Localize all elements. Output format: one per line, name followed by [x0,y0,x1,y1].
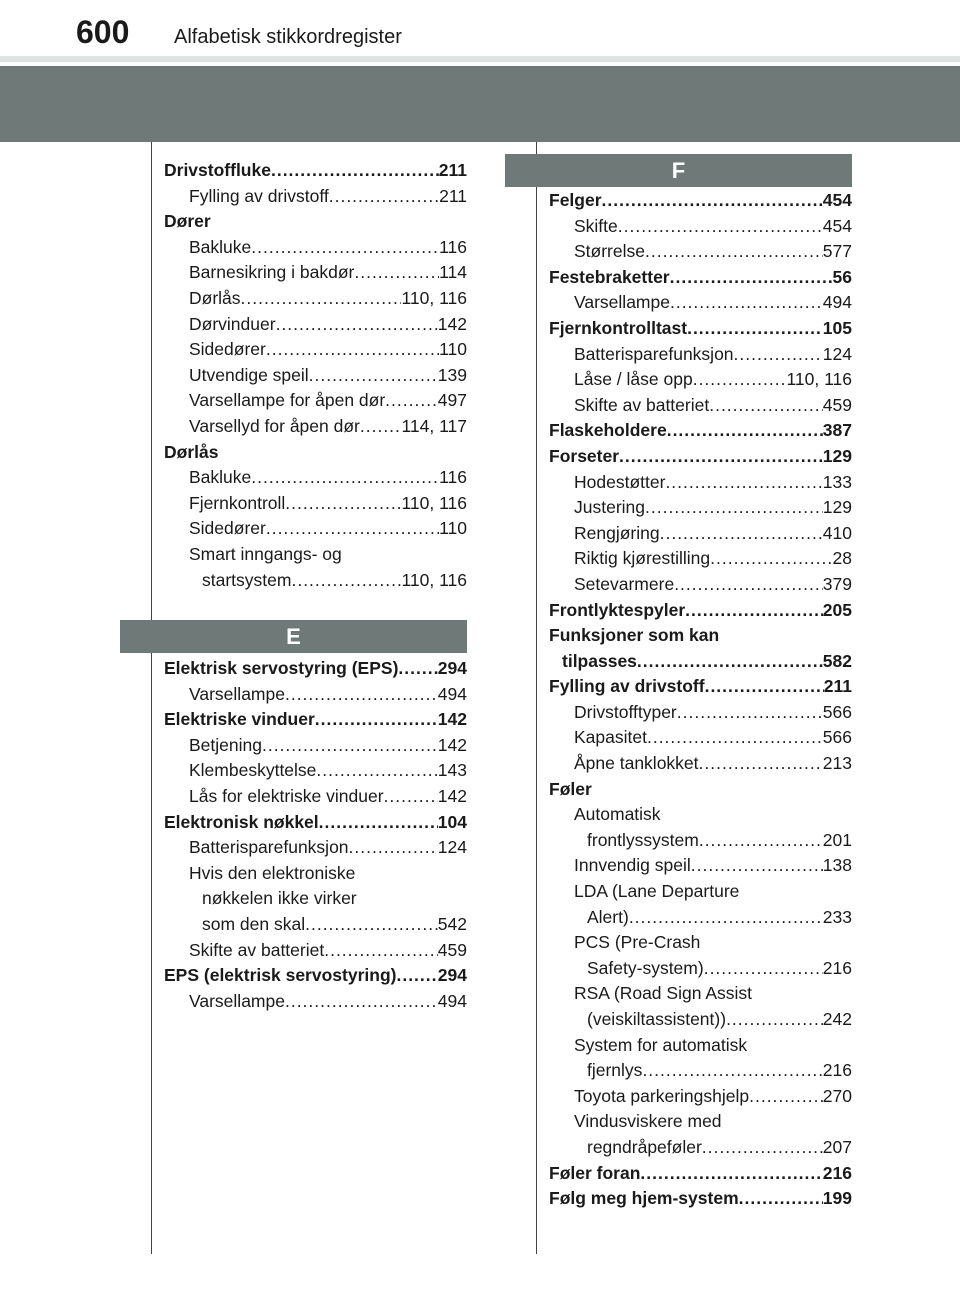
dot-leader [647,725,823,751]
section-heading-f: F [505,154,852,187]
index-term: Hodestøtter [574,471,666,492]
index-entry [549,802,852,828]
index-entry [549,930,852,956]
page-reference: 577 [822,241,852,262]
dot-leader [640,1161,822,1187]
index-column-left-d [164,158,467,593]
page-reference: 201 [822,829,852,850]
index-entry [549,1058,852,1084]
index-entry [549,1135,852,1161]
index-entry [164,912,467,938]
index-term: PCS (Pre-Crash [574,932,701,953]
page-reference: 104 [437,811,467,832]
index-entry [164,784,467,810]
index-term: Sidedører [189,518,266,539]
index-entry [549,316,852,342]
page-reference: 28 [832,548,852,569]
left-column-rule [151,142,152,1254]
index-term: Fjernkontroll [189,492,286,513]
index-entry [549,546,852,572]
index-entry [164,733,467,759]
index-term: Elektrisk servostyring (EPS) [164,658,399,678]
index-entry [164,235,467,261]
dot-leader [660,521,823,547]
page-reference: 410 [822,522,852,543]
page-reference: 110 [439,339,467,360]
page-reference: 566 [822,701,852,722]
index-entry [549,188,852,214]
index-term: Føler foran [549,1162,641,1183]
index-term: Setevarmere [574,573,675,594]
index-term: Dører [164,211,211,232]
index-entry [549,700,852,726]
index-term: Sidedører [189,339,266,360]
page-reference: 56 [832,266,852,287]
page-reference: 139 [437,364,467,385]
index-term: Fylling av drivstoff [189,185,329,206]
index-term: Utvendige speil [189,364,309,385]
index-term: Dørvinduer [189,313,276,334]
index-term: regndråpeføler [587,1136,702,1157]
page-reference: 387 [822,420,852,441]
index-entry [549,214,852,240]
dot-leader [665,470,822,496]
dot-leader [266,516,439,542]
dot-leader [619,444,823,470]
index-term: Varsellampe for åpen dør [189,390,386,411]
index-entry [164,209,467,235]
index-entry [164,938,467,964]
index-term: Elektronisk nøkkel [164,811,319,832]
index-term: Flaskeholdere [549,420,667,441]
index-entry [549,367,852,393]
dot-leader [618,214,823,240]
index-entry [549,751,852,777]
index-entry [549,1109,852,1135]
dot-leader [324,938,438,964]
dot-leader [670,265,833,291]
page-reference: 129 [822,445,852,466]
page-reference: 116 [439,467,467,488]
chapter-title: Alfabetisk stikkordregister [174,26,402,48]
page-reference: 110, 116 [401,287,467,308]
index-entry [549,956,852,982]
page-reference: 110 [439,518,467,539]
index-term: Drivstoffluke [164,160,271,180]
index-term: Riktig kjørestilling [574,548,711,569]
page-reference: 459 [437,939,467,960]
page-reference: 124 [822,343,852,364]
page-reference: 497 [437,390,467,411]
page-reference: 242 [822,1009,852,1029]
dot-leader [354,260,439,286]
index-entry [549,239,852,265]
index-term: Alert) [587,906,629,927]
dot-leader [262,733,438,759]
index-entry [164,963,467,989]
index-term: Åpne tanklokket [574,753,699,774]
page-reference: 494 [822,292,852,313]
dot-leader [739,1186,823,1212]
index-term: Klembeskyttelse [189,760,317,781]
index-term: Batterisparefunksjon [189,837,349,858]
dot-leader [702,1135,823,1161]
index-column-right-f [549,188,852,1212]
page-reference: 494 [437,990,467,1011]
index-entry [549,265,852,291]
index-term: Smart inngangs- og [189,543,342,564]
index-term: Elektriske vinduer [164,709,315,730]
index-entry [549,1033,852,1059]
index-entry [164,414,467,440]
index-entry [549,828,852,854]
index-entry [164,158,467,184]
index-term: Fjernkontrolltast [549,317,688,338]
index-term: Forseter [549,445,620,466]
dot-leader [645,495,823,521]
dot-leader [329,184,439,210]
page-header [0,0,960,56]
index-term: Safety-system) [587,957,704,978]
page-reference: 110, 116 [401,569,467,590]
dot-leader [726,1007,823,1033]
index-entry [164,989,467,1015]
dot-leader [670,290,823,316]
dot-leader [749,1084,823,1110]
index-term: Hvis den elektroniske [189,862,356,883]
index-entry [549,777,852,803]
dot-leader [309,363,438,389]
index-term: startsystem [202,569,292,590]
dot-leader [349,835,438,861]
index-term: Barnesikring i bakdør [189,262,355,283]
page-reference: 494 [437,683,467,704]
index-term: Varsellampe [189,683,285,704]
dot-leader [285,682,438,708]
index-term: fjernlys [587,1060,643,1081]
dot-leader [629,905,823,931]
dot-leader [710,546,832,572]
index-entry [164,465,467,491]
dot-leader [602,188,823,214]
index-term: Rengjøring [574,522,660,543]
index-term: Vindusviskere med [574,1111,722,1132]
dot-leader [693,367,787,393]
dot-leader [691,853,823,879]
index-term: Lås for elektriske vinduer [189,785,384,806]
index-term: System for automatisk [574,1034,748,1055]
dot-leader [398,656,437,682]
index-term: LDA (Lane Departure [574,881,740,902]
dot-leader [285,989,438,1015]
index-entry [164,758,467,784]
index-entry [549,572,852,598]
index-term: Festebraketter [549,266,670,287]
index-entry [164,260,467,286]
page-reference: 199 [822,1188,852,1209]
index-term: Fylling av drivstoff [549,676,705,697]
index-term: Batterisparefunksjon [574,343,734,364]
index-entry [549,905,852,931]
index-entry [549,879,852,905]
index-entry [549,598,852,624]
index-entry [549,1084,852,1110]
index-entry [164,337,467,363]
index-term: Frontlyktespyler [549,599,686,620]
index-term: RSA (Road Sign Assist [574,983,752,1004]
page-reference: 216 [822,957,852,978]
dot-leader [385,388,438,414]
page-reference: 379 [822,573,852,594]
index-entry [549,521,852,547]
index-entry [164,363,467,389]
index-entry [549,1186,852,1212]
index-term: Justering [574,497,646,518]
page-reference: 216 [822,1060,852,1081]
dot-leader [266,337,439,363]
index-entry [164,286,467,312]
index-entry [549,342,852,368]
page-reference: 459 [822,394,852,415]
index-term: Varsellampe [189,990,285,1011]
page-reference: 142 [437,734,467,755]
page-reference: 294 [437,965,467,986]
index-term: tilpasses [562,650,637,671]
index-entry [164,388,467,414]
index-entry [164,682,467,708]
index-entry [164,886,467,912]
index-term: Funksjoner som kan [549,625,720,646]
dot-leader [677,700,823,726]
index-term: nøkkelen ikke virker [202,888,357,909]
index-entry [164,184,467,210]
index-entry [549,725,852,751]
section-heading-e: E [120,620,467,653]
page-reference: 116 [439,236,467,257]
page-reference: 566 [822,727,852,748]
index-term: Skifte av batteriet [574,394,710,415]
page-reference: 454 [822,215,852,236]
index-entry [164,810,467,836]
dot-leader [685,598,823,624]
index-term: Størrelse [574,241,645,262]
index-term: Bakluke [189,467,252,488]
dot-leader [319,810,438,836]
dot-leader [645,239,823,265]
dot-leader [285,491,401,517]
index-term: Føler [549,778,592,799]
index-term: Dørlås [164,441,219,462]
page-reference: 233 [822,906,852,927]
page-reference: 114 [439,262,467,283]
index-term: Toyota parkeringshjelp [574,1085,750,1106]
page-reference: 582 [822,650,852,671]
page-reference: 110, 116 [786,369,852,390]
dot-leader [305,912,438,938]
index-entry [549,1161,852,1187]
dot-leader [315,707,438,733]
page-reference: 213 [822,753,852,774]
index-term: Felger [549,190,602,210]
index-term: Kapasitet [574,727,647,748]
dot-leader [687,316,823,342]
page-reference: 138 [822,855,852,876]
header-banner [0,66,960,142]
index-entry [549,1007,852,1033]
dot-leader [271,158,439,184]
page-reference: 124 [437,837,467,858]
dot-leader [699,751,823,777]
index-entry [549,290,852,316]
dot-leader [637,649,823,675]
page-reference: 294 [437,658,467,678]
index-term: Følg meg hjem-system [549,1188,739,1209]
index-term: frontlyssystem [587,829,699,850]
index-entry [549,623,852,649]
index-term: Skifte av batteriet [189,939,325,960]
index-term: Varsellampe [574,292,670,313]
index-term: Betjening [189,734,262,755]
index-entry [164,491,467,517]
dot-leader [276,312,438,338]
index-entry [164,542,467,568]
dot-leader [734,342,823,368]
index-column-left-e [164,656,467,1014]
index-term: Låse / låse opp [574,369,693,390]
index-entry [549,674,852,700]
index-entry [549,853,852,879]
page-reference: 105 [822,317,852,338]
dot-leader [699,828,823,854]
page-reference: 142 [437,313,467,334]
page-reference: 270 [822,1085,852,1106]
index-entry [549,418,852,444]
dot-leader [674,572,823,598]
index-entry [549,649,852,675]
dot-leader [667,418,823,444]
dot-leader [704,956,823,982]
dot-leader [709,393,823,419]
page-reference: 454 [822,190,852,210]
page-number: 600 [76,14,130,50]
dot-leader [291,568,401,594]
page-reference: 211 [438,160,467,180]
index-entry [164,440,467,466]
page-reference: 142 [437,709,467,730]
page-reference: 129 [822,497,852,518]
index-term: EPS (elektrisk servostyring) [164,965,397,986]
index-entry [549,470,852,496]
page-reference: 211 [823,676,852,697]
index-term: Varsellyd for åpen dør [189,415,360,436]
page-reference: 216 [822,1162,852,1183]
page-reference: 110, 116 [401,492,467,513]
dot-leader [360,414,402,440]
page-reference: 207 [822,1136,852,1157]
dot-leader [384,784,438,810]
index-entry [549,495,852,521]
index-entry [164,861,467,887]
index-entry [164,312,467,338]
index-entry [549,444,852,470]
dot-leader [251,235,439,261]
index-entry [164,835,467,861]
header-divider [0,56,960,62]
page-reference: 114, 117 [401,415,467,436]
index-term: Automatisk [574,804,661,825]
index-term: Innvendig speil [574,855,691,876]
page-reference: 211 [439,185,467,206]
page-reference: 205 [822,599,852,620]
index-entry [164,516,467,542]
index-term: Dørlås [189,287,241,308]
page-reference: 143 [437,760,467,781]
index-term: Bakluke [189,236,252,257]
dot-leader [251,465,439,491]
index-entry [549,393,852,419]
index-term: Drivstofftyper [574,701,677,722]
page-reference: 133 [822,471,852,492]
index-entry [549,981,852,1007]
page-reference: 142 [437,785,467,806]
dot-leader [316,758,437,784]
index-term: Skifte [574,215,618,236]
dot-leader [396,963,437,989]
dot-leader [642,1058,822,1084]
dot-leader [705,674,824,700]
dot-leader [241,286,402,312]
page-reference: 542 [437,913,467,934]
index-entry [164,568,467,594]
right-column-rule [536,142,537,1254]
index-term: (veiskiltassistent)) [587,1009,727,1029]
index-term: som den skal [202,913,306,934]
index-entry [164,707,467,733]
index-entry [164,656,467,682]
